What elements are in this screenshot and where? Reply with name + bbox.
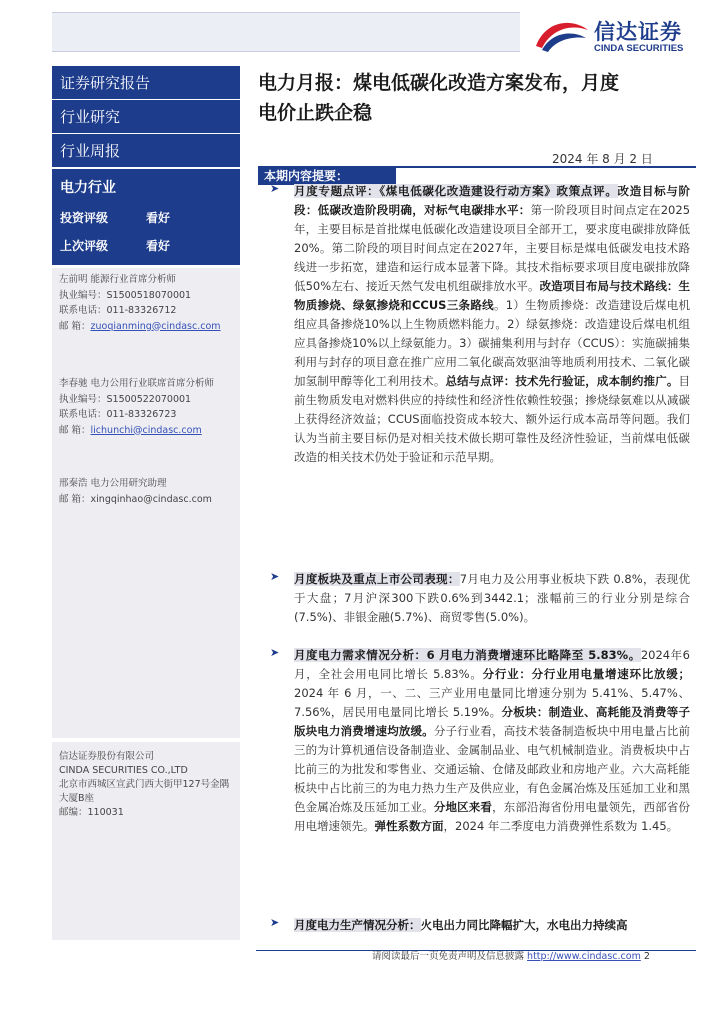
- analyst-license: 执业编号：S1500518070001: [59, 289, 192, 301]
- bullet-arrow-icon: ➤: [270, 916, 280, 929]
- section-heading: 本期内容提要：: [258, 167, 396, 185]
- analyst-card: [59, 272, 221, 334]
- bullet-text: 月度电力需求情况分析：6 月电力消费增速环比略降至 5.83%。2024年6月，全社会用电同比增长 5.83%。分行业：分行业用电量增速环比放缓；2024 年 6 月，一、二、三产业用电量同比增速分别为 5.41%、5.47%、7.56%，居民用电量同比增长 5.19%。分板块：制造业、高耗能及消费等子版块电力消费增速均放缓。分子行业看，高技术装备制造板块中用电量占比前三的为计算机通信设备制造业、金属制品业、电气机械制造业。消费板块中占比前三的为批发和零售业、交通运输、仓储及邮政业和房地产业。六大高耗能板块中占比前三的为电力热力生产及供应业，有色金属冶炼及压延加工业和黑色金属冶炼及压延加工业。分地区来看，东部沿海省份用电量领先，西部省份用电增速领先。弹性系数方面，2024 年二季度电力消费弹性系数为 1.45。: [294, 648, 691, 833]
- rating-box: [52, 169, 240, 265]
- page-number: 2: [643, 951, 650, 962]
- header-band: [52, 12, 520, 52]
- analyst-card: [59, 476, 212, 507]
- report-kind-box: [52, 134, 240, 167]
- analyst-name: 左前明 能源行业首席分析师: [59, 274, 177, 285]
- logo-text-en: CINDA SECURITIES: [594, 43, 684, 54]
- report-kind: 行业周报: [60, 142, 121, 160]
- bullet-text: 月度电力生产情况分析：火电出力同比降幅扩大，水电出力持续高: [294, 918, 628, 932]
- logo: [532, 12, 712, 56]
- bullet-arrow-icon: ➤: [270, 570, 280, 583]
- prev-rating-value: 看好: [146, 239, 171, 253]
- website-link[interactable]: http://www.cindasc.com: [527, 951, 641, 962]
- analyst-email-link[interactable]: lichunchi@cindasc.com: [90, 424, 202, 436]
- disclaimer-text: 请阅读最后一页免责声明及信息披露: [372, 951, 525, 962]
- prev-rating-label: 上次评级: [60, 239, 109, 253]
- logo-text-cn: 信达证券: [594, 20, 682, 44]
- page-title: 电力月报：煤电低碳化改造方案发布，月度 电价止跌企稳: [258, 72, 620, 124]
- bullet-text: 月度专题点评：《煤电低碳化改造建设行动方案》政策点评。改造目标与阶段：低碳改造阶段明确，对标气电碳排水平：第一阶段项目时间点定在2025年，主要目标是首批煤电低碳化改造建设项目全部开工，要求度电碳排放降低20%。第二阶段的项目时间点定在2027年，主要目标是煤电低碳发电技术路线进一步拓宽，建造和运行成本显著下降。其技术指标要求项目度电碳排放降低50%左右、接近天然气发电机组碳排放水平。改造项目布局与技术路线：生物质掺烧、绿氨掺烧和CCUS三条路线。1）生物质掺烧：改造建设后煤电机组应具备掺烧10%以上生物质燃料能力。2）绿氨掺烧：改造建设后煤电机组应具备掺烧10%以上绿氨能力。3）碳捕集利用与封存（CCUS）：实施碳捕集利用与封存的项目意在推广应用二氧化碳高效驱油等地质利用技术、二氧化碳加氢制甲醇等化工利用技术。总结与点评：技术先行验证，成本制约推广。目前生物质发电对燃料供应的持续性和经济性依赖性较强；掺烧绿氨难以从减碳上获得经济效益；CCUS面临投资成本较大、额外运行成本高昂等问题。我们认为当前主要目标仍是对相关技术做长期可靠性及经济性验证，当前煤电低碳改造的相关技术仍处于验证和示范早期。: [294, 184, 691, 464]
- address-line-1: 北京市西城区宣武门西大街甲127号金隅: [59, 779, 230, 790]
- research-type-box: [52, 100, 240, 133]
- footer: [372, 948, 650, 962]
- cinda-logo-icon: [532, 16, 590, 54]
- bullet-text: 月度板块及重点上市公司表现：7月电力及公用事业板块下跌 0.8%，表现优于大盘；7月沪深300下跌0.6%到3442.1；涨幅前三的行业分别是综合(7.5%)、非银金融(5.7%)、商贸零售(5.0%)。: [294, 572, 691, 624]
- analysts-panel: [52, 268, 240, 738]
- report-type-box: [52, 66, 240, 99]
- rating-label: 投资评级: [60, 211, 109, 225]
- research-type: 行业研究: [60, 108, 121, 126]
- company-name: 信达证券股份有限公司: [59, 751, 155, 762]
- report-type: 证券研究报告: [60, 74, 151, 92]
- postcode: 邮编：110031: [59, 807, 124, 818]
- company-address-panel: [52, 742, 240, 940]
- sector-label: 电力行业: [60, 180, 116, 196]
- analyst-license: 执业编号：S1500522070001: [59, 393, 192, 405]
- analyst-name: 邢秦浩 电力公用研究助理: [59, 478, 167, 489]
- analyst-phone: 联系电话：011-83326723: [59, 409, 177, 420]
- analyst-email: xingqinhao@cindasc.com: [90, 493, 212, 505]
- analyst-email-link[interactable]: zuoqianming@cindasc.com: [90, 320, 221, 332]
- sidebar: [52, 66, 240, 940]
- address-line-2: 大厦B座: [59, 793, 95, 804]
- analyst-email-label: 邮 箱：: [59, 320, 91, 332]
- report-date: 2024 年 8 月 2 日: [552, 152, 653, 166]
- analyst-name: 李春驰 电力公用行业联席首席分析师: [59, 378, 215, 389]
- company-name-en: CINDA SECURITIES CO.,LTD: [59, 765, 188, 776]
- bullet-arrow-icon: ➤: [270, 182, 280, 195]
- bullet-arrow-icon: ➤: [270, 646, 280, 659]
- analyst-card: [59, 376, 214, 438]
- rating-value: 看好: [146, 211, 171, 225]
- analyst-phone: 联系电话：011-83326712: [59, 305, 177, 316]
- analyst-email-label: 邮 箱：: [59, 493, 91, 505]
- analyst-email-label: 邮 箱：: [59, 424, 91, 436]
